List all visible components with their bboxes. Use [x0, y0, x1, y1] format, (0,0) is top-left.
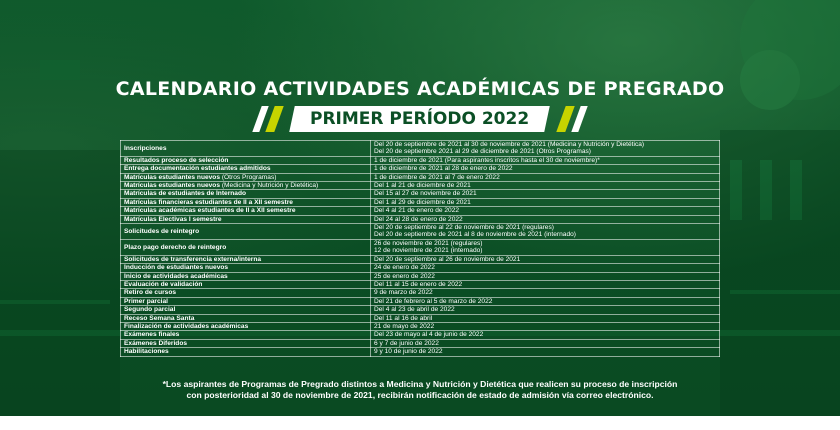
period-badge [290, 106, 551, 132]
activity-label: Inscripciones [124, 144, 167, 152]
activity-cell [121, 198, 371, 206]
activity-cell [121, 297, 371, 305]
table-row [121, 322, 720, 330]
activity-label: Evaluación de validación [124, 280, 203, 288]
activity-label: Inicio de actividades académicas [124, 272, 228, 280]
activity-label: Solicitudes de transferencia externa/interna [124, 255, 262, 263]
date-cell [371, 280, 720, 288]
activity-cell [121, 141, 371, 157]
date-line: Del 4 al 23 de abril de 2022 [374, 306, 455, 314]
bottom-strip [0, 416, 840, 430]
table-row [121, 182, 720, 190]
activity-label: Entrega documentación estudiantes admitidos [124, 165, 271, 173]
table-row [121, 190, 720, 198]
date-cell [371, 173, 720, 181]
footnote [0, 379, 840, 401]
date-cell [371, 306, 720, 314]
date-cell [371, 322, 720, 330]
date-cell [371, 156, 720, 164]
activity-cell [121, 190, 371, 198]
table-row [121, 272, 720, 280]
date-cell [371, 165, 720, 173]
table-row [121, 306, 720, 314]
date-line: 1 de diciembre de 2021 al 28 de enero de 2022 [374, 165, 513, 173]
date-line: 26 de noviembre de 2021 (regulares) [374, 239, 483, 247]
table-row [121, 141, 720, 157]
activity-label: Exámenes finales [124, 331, 180, 339]
table-row [121, 348, 720, 356]
table-row [121, 255, 720, 263]
table-row [121, 264, 720, 272]
table-row [121, 280, 720, 288]
period-label: PRIMER PERÍODO 2022 [310, 109, 530, 129]
date-line: Del 20 de septiembre de 2021 al 8 de noviembre de 2021 (internado) [374, 231, 576, 239]
date-line: Del 21 de febrero al 5 de marzo de 2022 [374, 297, 493, 305]
date-cell [371, 348, 720, 356]
date-line: 25 de enero de 2022 [374, 272, 435, 280]
date-line: 1 de diciembre de 2021 al 7 de enero 2022 [374, 173, 500, 181]
table-row [121, 207, 720, 215]
activity-label: Matrículas de estudiantes de Internado [124, 190, 247, 198]
table-row [121, 289, 720, 297]
slash-decoration [266, 106, 284, 132]
date-cell [371, 314, 720, 322]
activity-label: Primer parcial [124, 297, 168, 305]
activity-note: (Medicina y Nutrición y Dietética) [221, 182, 319, 190]
table-row [121, 198, 720, 206]
date-cell [371, 182, 720, 190]
date-cell [371, 215, 720, 223]
activity-label: Retiro de cursos [124, 289, 177, 297]
activity-cell [121, 156, 371, 164]
date-cell [371, 289, 720, 297]
table-row [121, 156, 720, 164]
activity-cell [121, 165, 371, 173]
activity-cell [121, 289, 371, 297]
table-row [121, 331, 720, 339]
date-cell [371, 239, 720, 255]
table-row [121, 215, 720, 223]
date-cell [371, 190, 720, 198]
calendar-table [120, 140, 720, 357]
table-row [121, 224, 720, 240]
table-row [121, 165, 720, 173]
activity-cell [121, 255, 371, 263]
activity-cell [121, 182, 371, 190]
date-line: 21 de mayo de 2022 [374, 322, 435, 330]
table-row [121, 314, 720, 322]
date-cell [371, 224, 720, 240]
date-cell [371, 331, 720, 339]
page-title: CALENDARIO ACTIVIDADES ACADÉMICAS DE PREGRADO [115, 78, 725, 100]
activity-label: Inducción de estudiantes nuevos [124, 264, 229, 272]
activity-label: Exámenes Diferidos [124, 339, 188, 347]
activity-cell [121, 322, 371, 330]
activity-cell [121, 264, 371, 272]
activity-label: Matrículas académicas estudiantes de II a XII semestre [124, 207, 296, 215]
table-row [121, 339, 720, 347]
activity-cell [121, 224, 371, 240]
date-cell [371, 141, 720, 157]
table-row [121, 173, 720, 181]
activity-label: Finalización de actividades académicas [124, 322, 249, 330]
date-line: Del 23 de mayo al 4 de junio de 2022 [374, 331, 484, 339]
date-cell [371, 297, 720, 305]
date-cell [371, 339, 720, 347]
date-line: Del 20 de septiembre de 2021 al 30 de noviembre de 2021 (Medicina y Nutrición y Dietética) [374, 141, 645, 148]
footnote-line: con posterioridad al 30 de noviembre de 2021, recibirán notificación de estado de admisión vía correo electrónico. [186, 390, 654, 400]
date-line: Del 20 de septiembre al 22 de noviembre de 2021 (regulares) [374, 224, 554, 232]
activity-label: Matrículas Electivas I semestre [124, 215, 222, 223]
table-row [121, 297, 720, 305]
table-row [121, 239, 720, 255]
date-cell [371, 207, 720, 215]
date-line: Del 1 al 29 de diciembre de 2021 [374, 198, 471, 206]
date-line: Del 20 de septiembre 2021 al 29 de diciembre de 2021 (Otros Programas) [374, 148, 591, 156]
activity-cell [121, 331, 371, 339]
activity-cell [121, 339, 371, 347]
date-line: Del 15 al 27 de noviembre de 2021 [374, 190, 477, 198]
date-cell [371, 272, 720, 280]
activity-label: Matrículas estudiantes nuevos [124, 173, 221, 181]
date-line: Del 24 al 28 de enero de 2022 [374, 215, 463, 223]
date-line: Del 1 al 21 de diciembre de 2021 [374, 182, 471, 190]
activity-cell [121, 314, 371, 322]
activity-cell [121, 215, 371, 223]
date-line: 9 y 10 de junio de 2022 [374, 348, 443, 356]
activity-label: Plazo pago derecho de reintegro [124, 243, 227, 251]
date-line: Del 11 al 15 de enero de 2022 [374, 280, 463, 288]
footnote-line: *Los aspirantes de Programas de Pregrado distintos a Medicina y Nutrición y Dietética que realicen su proceso de inscripción [162, 379, 678, 389]
date-cell [371, 264, 720, 272]
date-line: 6 y 7 de junio de 2022 [374, 339, 439, 347]
activity-label: Habilitaciones [124, 348, 169, 356]
activity-cell [121, 348, 371, 356]
date-line: 24 de enero de 2022 [374, 264, 435, 272]
date-cell [371, 198, 720, 206]
date-line: Del 20 de septiembre al 26 de noviembre de 2021 [374, 255, 521, 263]
activity-label: Solicitudes de reintegro [124, 227, 200, 235]
activity-label: Matrículas estudiantes nuevos [124, 182, 221, 190]
activity-cell [121, 306, 371, 314]
period-header [0, 105, 840, 133]
activity-cell [121, 173, 371, 181]
activity-cell [121, 239, 371, 255]
activity-cell [121, 280, 371, 288]
date-line: 12 de noviembre de 2021 (internado) [374, 247, 483, 255]
activity-label: Matrículas financieras estudiantes de II a XII semestre [124, 198, 293, 206]
date-line: 9 de marzo de 2022 [374, 289, 433, 297]
activity-cell [121, 272, 371, 280]
date-line: 1 de diciembre de 2021 (Para aspirantes inscritos hasta el 30 de noviembre)* [374, 156, 600, 164]
date-cell [371, 255, 720, 263]
activity-label: Receso Semana Santa [124, 314, 195, 322]
activity-cell [121, 207, 371, 215]
activity-note: (Otros Programas) [221, 173, 277, 181]
activity-label: Segundo parcial [124, 306, 176, 314]
activity-label: Resultados proceso de selección [124, 156, 229, 164]
date-line: Del 11 al 16 de abril [374, 314, 433, 322]
date-line: Del 4 al 21 de enero de 2022 [374, 207, 460, 215]
